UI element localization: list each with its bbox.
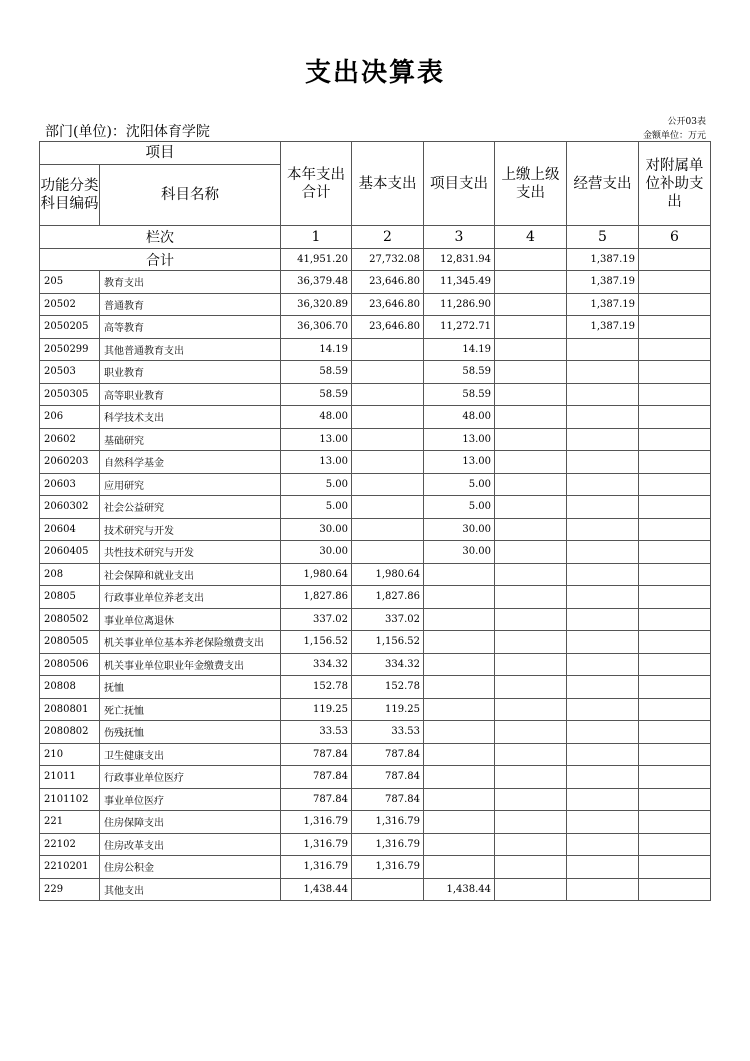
amount-cell: 30.00: [424, 541, 495, 564]
amount-cell: [567, 631, 639, 654]
amount-cell: [639, 788, 711, 811]
amount-cell: [352, 428, 424, 451]
subject-name-cell: 住房改革支出: [100, 833, 281, 856]
subject-name-cell: 行政事业单位医疗: [100, 766, 281, 789]
subject-name-cell: 社会公益研究: [100, 496, 281, 519]
subject-name-cell: 机关事业单位职业年金缴费支出: [100, 653, 281, 676]
amount-cell: 1,387.19: [567, 271, 639, 294]
amount-cell: 334.32: [281, 653, 352, 676]
table-row: [40, 608, 711, 631]
func-code-cell: 2080505: [40, 631, 100, 654]
amount-cell: 1,316.79: [352, 833, 424, 856]
amount-cell: [495, 788, 567, 811]
subject-name-cell: 基础研究: [100, 428, 281, 451]
amount-cell: 58.59: [424, 383, 495, 406]
amount-cell: [424, 811, 495, 834]
amount-cell: 334.32: [352, 653, 424, 676]
func-code-cell: 20502: [40, 293, 100, 316]
subject-name-cell: 技术研究与开发: [100, 518, 281, 541]
func-code-cell: 221: [40, 811, 100, 834]
amount-cell: 11,286.90: [424, 293, 495, 316]
table-row: [40, 676, 711, 699]
func-code-cell: 20604: [40, 518, 100, 541]
amount-cell: [424, 676, 495, 699]
amount-cell: 5.00: [281, 473, 352, 496]
amount-cell: [639, 608, 711, 631]
amount-cell: [352, 473, 424, 496]
amount-cell: [352, 451, 424, 474]
func-code-cell: 2080502: [40, 608, 100, 631]
amount-cell: 23,646.80: [352, 271, 424, 294]
table-row: [40, 383, 711, 406]
amount-cell: 5.00: [281, 496, 352, 519]
amount-cell: [495, 676, 567, 699]
func-code-cell: 2080802: [40, 721, 100, 744]
amount-cell: 5.00: [424, 473, 495, 496]
amount-cell: [639, 563, 711, 586]
total-row: [40, 249, 711, 271]
amount-cell: 58.59: [281, 361, 352, 384]
expenditure-table: [39, 141, 711, 901]
amount-cell: [495, 811, 567, 834]
col-header-subsidiary-subsidy: 对附属单位补助支出: [639, 142, 711, 226]
amount-cell: [495, 766, 567, 789]
amount-cell: [495, 316, 567, 339]
amount-cell: 14.19: [424, 338, 495, 361]
col-number: 4: [495, 226, 567, 249]
amount-cell: 119.25: [281, 698, 352, 721]
amount-cell: 23,646.80: [352, 316, 424, 339]
table-row: [40, 406, 711, 429]
total-value: 1,387.19: [567, 249, 639, 271]
subject-name-cell: 其他支出: [100, 878, 281, 901]
amount-cell: 48.00: [424, 406, 495, 429]
col-header-operating: 经营支出: [567, 142, 639, 226]
func-code-cell: 2080506: [40, 653, 100, 676]
amount-cell: [495, 631, 567, 654]
amount-cell: 1,156.52: [281, 631, 352, 654]
amount-cell: 787.84: [281, 766, 352, 789]
table-row: [40, 653, 711, 676]
func-code-cell: 21011: [40, 766, 100, 789]
amount-cell: [567, 383, 639, 406]
amount-cell: [424, 698, 495, 721]
amount-cell: [495, 451, 567, 474]
table-row: [40, 271, 711, 294]
amount-cell: [567, 608, 639, 631]
row-label-header: 栏次: [40, 226, 281, 249]
amount-cell: [567, 878, 639, 901]
amount-cell: [639, 698, 711, 721]
amount-cell: [567, 496, 639, 519]
amount-cell: [495, 563, 567, 586]
col-header-total: 本年支出合计: [281, 142, 352, 226]
amount-cell: 58.59: [424, 361, 495, 384]
amount-cell: [639, 406, 711, 429]
amount-cell: [424, 856, 495, 879]
amount-cell: 30.00: [424, 518, 495, 541]
func-code-cell: 2050299: [40, 338, 100, 361]
amount-cell: [639, 586, 711, 609]
amount-cell: [424, 833, 495, 856]
table-row: [40, 338, 711, 361]
amount-cell: [424, 653, 495, 676]
amount-cell: [495, 383, 567, 406]
amount-cell: 13.00: [281, 451, 352, 474]
amount-cell: [639, 338, 711, 361]
total-value: [495, 249, 567, 271]
amount-cell: 1,438.44: [281, 878, 352, 901]
amount-cell: [567, 676, 639, 699]
amount-cell: [639, 451, 711, 474]
amount-cell: 11,345.49: [424, 271, 495, 294]
amount-cell: 1,316.79: [352, 856, 424, 879]
func-code-cell: 20603: [40, 473, 100, 496]
table-row: [40, 293, 711, 316]
subject-name-cell: 事业单位离退休: [100, 608, 281, 631]
table-row: [40, 428, 711, 451]
amount-cell: [567, 653, 639, 676]
amount-cell: 787.84: [281, 743, 352, 766]
subject-name-cell: 伤残抚恤: [100, 721, 281, 744]
subject-name-cell: 行政事业单位养老支出: [100, 586, 281, 609]
amount-cell: [424, 721, 495, 744]
amount-cell: [639, 541, 711, 564]
table-row: [40, 743, 711, 766]
col-number: 5: [567, 226, 639, 249]
total-value: 27,732.08: [352, 249, 424, 271]
amount-cell: [639, 428, 711, 451]
amount-cell: [495, 878, 567, 901]
amount-cell: [567, 586, 639, 609]
amount-cell: 119.25: [352, 698, 424, 721]
table-row: [40, 316, 711, 339]
amount-cell: [639, 316, 711, 339]
amount-cell: [567, 698, 639, 721]
subject-name-cell: 教育支出: [100, 271, 281, 294]
amount-cell: [567, 811, 639, 834]
amount-cell: [639, 743, 711, 766]
func-code-cell: 20503: [40, 361, 100, 384]
amount-cell: [495, 428, 567, 451]
amount-cell: [567, 721, 639, 744]
table-row: [40, 833, 711, 856]
amount-cell: [495, 721, 567, 744]
amount-cell: 11,272.71: [424, 316, 495, 339]
subject-name-cell: 抚恤: [100, 676, 281, 699]
func-code-cell: 206: [40, 406, 100, 429]
amount-cell: [639, 271, 711, 294]
amount-cell: 787.84: [281, 788, 352, 811]
table-row: [40, 518, 711, 541]
subject-name-cell: 事业单位医疗: [100, 788, 281, 811]
amount-cell: [424, 631, 495, 654]
func-code-cell: 229: [40, 878, 100, 901]
amount-cell: [495, 473, 567, 496]
amount-cell: [567, 518, 639, 541]
amount-cell: [352, 361, 424, 384]
table-row: [40, 856, 711, 879]
func-code-cell: 2060405: [40, 541, 100, 564]
amount-cell: [495, 833, 567, 856]
subject-name-cell: 卫生健康支出: [100, 743, 281, 766]
amount-cell: [639, 518, 711, 541]
table-row: [40, 473, 711, 496]
amount-cell: [352, 541, 424, 564]
amount-cell: [567, 743, 639, 766]
func-code-header: 功能分类科目编码: [40, 165, 100, 226]
func-code-cell: 2080801: [40, 698, 100, 721]
amount-cell: 787.84: [352, 766, 424, 789]
func-code-cell: 22102: [40, 833, 100, 856]
col-number: 1: [281, 226, 352, 249]
subject-name-cell: 社会保障和就业支出: [100, 563, 281, 586]
amount-cell: 48.00: [281, 406, 352, 429]
total-label: 合计: [40, 249, 281, 271]
func-code-cell: 2210201: [40, 856, 100, 879]
amount-cell: [352, 338, 424, 361]
func-code-cell: 2060203: [40, 451, 100, 474]
amount-cell: [495, 586, 567, 609]
amount-cell: [639, 811, 711, 834]
amount-cell: [639, 383, 711, 406]
func-code-cell: 2060302: [40, 496, 100, 519]
amount-cell: [495, 406, 567, 429]
amount-cell: [424, 743, 495, 766]
amount-cell: [639, 766, 711, 789]
table-row: [40, 451, 711, 474]
amount-cell: 1,980.64: [281, 563, 352, 586]
func-code-cell: 205: [40, 271, 100, 294]
func-code-cell: 20602: [40, 428, 100, 451]
amount-cell: [567, 338, 639, 361]
func-code-cell: 210: [40, 743, 100, 766]
table-row: [40, 361, 711, 384]
total-value: 41,951.20: [281, 249, 352, 271]
amount-cell: [352, 518, 424, 541]
col-number: 6: [639, 226, 711, 249]
table-row: [40, 811, 711, 834]
table-row: [40, 631, 711, 654]
amount-cell: 13.00: [281, 428, 352, 451]
amount-cell: [495, 856, 567, 879]
amount-cell: 787.84: [352, 788, 424, 811]
amount-cell: 1,827.86: [281, 586, 352, 609]
col-number: 3: [424, 226, 495, 249]
amount-cell: 787.84: [352, 743, 424, 766]
department-label: 部门(单位)：沈阳体育学院: [45, 124, 210, 140]
amount-cell: 1,980.64: [352, 563, 424, 586]
func-code-cell: 2101102: [40, 788, 100, 811]
func-code-cell: 2050305: [40, 383, 100, 406]
report-title: 支出决算表: [304, 58, 445, 88]
amount-cell: 33.53: [281, 721, 352, 744]
amount-cell: [495, 293, 567, 316]
subject-name-cell: 共性技术研究与开发: [100, 541, 281, 564]
amount-cell: 1,316.79: [281, 811, 352, 834]
amount-cell: [495, 743, 567, 766]
amount-cell: [424, 586, 495, 609]
amount-cell: 13.00: [424, 451, 495, 474]
amount-cell: [639, 878, 711, 901]
amount-cell: [567, 788, 639, 811]
amount-cell: [567, 856, 639, 879]
form-number: 公开03表: [667, 117, 706, 127]
amount-cell: [495, 608, 567, 631]
subject-name-cell: 其他普通教育支出: [100, 338, 281, 361]
subject-name-cell: 死亡抚恤: [100, 698, 281, 721]
amount-cell: 36,306.70: [281, 316, 352, 339]
table-row: [40, 878, 711, 901]
amount-cell: 14.19: [281, 338, 352, 361]
amount-cell: 36,320.89: [281, 293, 352, 316]
func-code-cell: 2050205: [40, 316, 100, 339]
table-row: [40, 586, 711, 609]
project-header: 项目: [40, 142, 281, 165]
amount-cell: [567, 473, 639, 496]
amount-cell: [495, 541, 567, 564]
subject-name-cell: 高等教育: [100, 316, 281, 339]
table-row: [40, 788, 711, 811]
amount-cell: [424, 563, 495, 586]
amount-cell: [639, 631, 711, 654]
amount-cell: [567, 563, 639, 586]
subject-name-cell: 机关事业单位基本养老保险缴费支出: [100, 631, 281, 654]
amount-cell: [352, 496, 424, 519]
subject-name-cell: 职业教育: [100, 361, 281, 384]
subject-name-header: 科目名称: [100, 165, 281, 226]
amount-cell: [495, 653, 567, 676]
col-header-remit-superior: 上缴上级支出: [495, 142, 567, 226]
amount-cell: [567, 833, 639, 856]
table-row: [40, 541, 711, 564]
amount-cell: 1,316.79: [352, 811, 424, 834]
func-code-cell: 20808: [40, 676, 100, 699]
amount-cell: [424, 788, 495, 811]
amount-cell: 13.00: [424, 428, 495, 451]
amount-cell: [424, 608, 495, 631]
total-value: [639, 249, 711, 271]
amount-cell: 337.02: [281, 608, 352, 631]
subject-name-cell: 住房公积金: [100, 856, 281, 879]
amount-cell: 152.78: [281, 676, 352, 699]
subject-name-cell: 自然科学基金: [100, 451, 281, 474]
table-row: [40, 766, 711, 789]
amount-cell: [495, 496, 567, 519]
amount-cell: 23,646.80: [352, 293, 424, 316]
func-code-cell: 208: [40, 563, 100, 586]
amount-cell: [639, 721, 711, 744]
amount-cell: 5.00: [424, 496, 495, 519]
amount-cell: [352, 878, 424, 901]
amount-cell: [495, 361, 567, 384]
amount-cell: 1,156.52: [352, 631, 424, 654]
table-header: [40, 142, 711, 271]
amount-cell: [495, 518, 567, 541]
amount-cell: [495, 271, 567, 294]
amount-cell: [639, 496, 711, 519]
amount-cell: [567, 361, 639, 384]
amount-cell: 36,379.48: [281, 271, 352, 294]
amount-cell: [639, 293, 711, 316]
amount-cell: [352, 406, 424, 429]
amount-cell: 1,438.44: [424, 878, 495, 901]
subject-name-cell: 科学技术支出: [100, 406, 281, 429]
func-code-cell: 20805: [40, 586, 100, 609]
amount-cell: 33.53: [352, 721, 424, 744]
col-header-basic: 基本支出: [352, 142, 424, 226]
amount-cell: 58.59: [281, 383, 352, 406]
amount-unit: 金额单位：万元: [642, 131, 706, 141]
col-number: 2: [352, 226, 424, 249]
amount-cell: 1,316.79: [281, 833, 352, 856]
amount-cell: 1,387.19: [567, 316, 639, 339]
amount-cell: 1,827.86: [352, 586, 424, 609]
amount-cell: [567, 541, 639, 564]
amount-cell: [639, 676, 711, 699]
amount-cell: [639, 856, 711, 879]
table-body: [40, 271, 711, 901]
amount-cell: 1,387.19: [567, 293, 639, 316]
amount-cell: [495, 698, 567, 721]
amount-cell: 30.00: [281, 541, 352, 564]
amount-cell: [567, 428, 639, 451]
table-row: [40, 563, 711, 586]
amount-cell: [639, 361, 711, 384]
amount-cell: [352, 383, 424, 406]
amount-cell: [424, 766, 495, 789]
amount-cell: 152.78: [352, 676, 424, 699]
table-row: [40, 496, 711, 519]
amount-cell: [639, 473, 711, 496]
col-header-project: 项目支出: [424, 142, 495, 226]
amount-cell: 1,316.79: [281, 856, 352, 879]
subject-name-cell: 高等职业教育: [100, 383, 281, 406]
amount-cell: 337.02: [352, 608, 424, 631]
total-value: 12,831.94: [424, 249, 495, 271]
subject-name-cell: 住房保障支出: [100, 811, 281, 834]
amount-cell: [567, 766, 639, 789]
amount-cell: [495, 338, 567, 361]
amount-cell: 30.00: [281, 518, 352, 541]
amount-cell: [639, 653, 711, 676]
amount-cell: [567, 406, 639, 429]
subject-name-cell: 应用研究: [100, 473, 281, 496]
subject-name-cell: 普通教育: [100, 293, 281, 316]
table-row: [40, 698, 711, 721]
table-row: [40, 721, 711, 744]
amount-cell: [639, 833, 711, 856]
amount-cell: [567, 451, 639, 474]
